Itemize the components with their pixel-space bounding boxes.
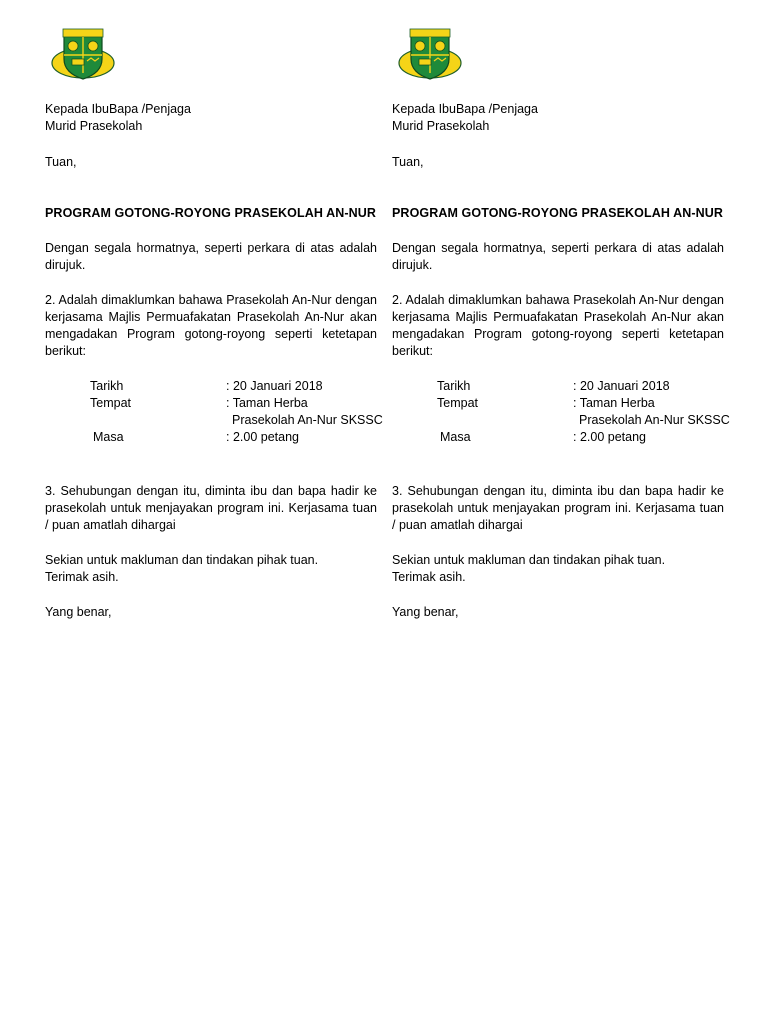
detail-row-time bbox=[90, 429, 380, 446]
school-crest-logo bbox=[397, 23, 463, 85]
paragraph-3: 3. Sehubungan dengan itu, diminta ibu dan bapa hadir ke prasekolah untuk menjayakan program ini. Kerjasama tuan / puan amatlah dihargai bbox=[45, 484, 377, 532]
date-label: Tarikh bbox=[437, 379, 471, 393]
signoff: Yang benar, bbox=[45, 605, 112, 619]
detail-row-date bbox=[90, 378, 380, 395]
address-line-2: Murid Prasekolah bbox=[45, 119, 143, 133]
event-details bbox=[90, 378, 383, 446]
time-label: Masa bbox=[93, 430, 124, 444]
place-value-continued: Prasekolah An-Nur SKSSC bbox=[579, 413, 730, 427]
detail-row-date bbox=[437, 378, 727, 395]
detail-row-place-cont bbox=[437, 412, 730, 429]
detail-row-place bbox=[437, 395, 727, 412]
address-line-1: Kepada IbuBapa /Penjaga bbox=[392, 102, 538, 116]
date-value: : 20 Januari 2018 bbox=[226, 379, 323, 393]
signoff: Yang benar, bbox=[392, 605, 459, 619]
paragraph-1: Dengan segala hormatnya, seperti perkara di atas adalah dirujuk. bbox=[392, 241, 724, 272]
paragraph-2: 2. Adalah dimaklumkan bahawa Prasekolah An-Nur dengan kerjasama Majlis Permuafakatan Prasekolah An-Nur akan mengadakan Program gotong-royong seperti ketetapan berikut: bbox=[45, 293, 377, 358]
place-value: : Taman Herba bbox=[573, 396, 655, 410]
school-crest-logo bbox=[50, 23, 116, 85]
paragraph-1: Dengan segala hormatnya, seperti perkara di atas adalah dirujuk. bbox=[45, 241, 377, 272]
date-label: Tarikh bbox=[90, 379, 124, 393]
closing bbox=[392, 552, 665, 586]
detail-row-time bbox=[437, 429, 727, 446]
address-line-2: Murid Prasekolah bbox=[392, 119, 490, 133]
time-value: : 2.00 petang bbox=[573, 430, 646, 444]
recipient-address bbox=[45, 101, 191, 135]
place-label: Tempat bbox=[90, 396, 131, 410]
place-value: : Taman Herba bbox=[226, 396, 308, 410]
event-details bbox=[437, 378, 730, 446]
paragraph-3: 3. Sehubungan dengan itu, diminta ibu dan bapa hadir ke prasekolah untuk menjayakan program ini. Kerjasama tuan / puan amatlah dihargai bbox=[392, 484, 724, 532]
detail-row-place-cont bbox=[90, 412, 383, 429]
paragraph-2: 2. Adalah dimaklumkan bahawa Prasekolah An-Nur dengan kerjasama Majlis Permuafakatan Prasekolah An-Nur akan mengadakan Program gotong-royong seperti ketetapan berikut: bbox=[392, 293, 724, 358]
closing bbox=[45, 552, 318, 586]
salutation: Tuan, bbox=[392, 155, 424, 169]
recipient-address bbox=[392, 101, 538, 135]
salutation: Tuan, bbox=[45, 155, 77, 169]
letter-subject: PROGRAM GOTONG-ROYONG PRASEKOLAH AN-NUR bbox=[392, 206, 723, 220]
time-value: : 2.00 petang bbox=[226, 430, 299, 444]
letter-subject: PROGRAM GOTONG-ROYONG PRASEKOLAH AN-NUR bbox=[45, 206, 376, 220]
place-value-continued: Prasekolah An-Nur SKSSC bbox=[232, 413, 383, 427]
closing-line-2: Terimak asih. bbox=[45, 570, 119, 584]
closing-line-1: Sekian untuk makluman dan tindakan pihak tuan. bbox=[392, 553, 666, 567]
closing-line-1: Sekian untuk makluman dan tindakan pihak tuan. bbox=[45, 553, 319, 567]
detail-row-place bbox=[90, 395, 380, 412]
time-label: Masa bbox=[440, 430, 471, 444]
closing-line-2: Terimak asih. bbox=[392, 570, 466, 584]
address-line-1: Kepada IbuBapa /Penjaga bbox=[45, 102, 191, 116]
date-value: : 20 Januari 2018 bbox=[573, 379, 670, 393]
place-label: Tempat bbox=[437, 396, 478, 410]
